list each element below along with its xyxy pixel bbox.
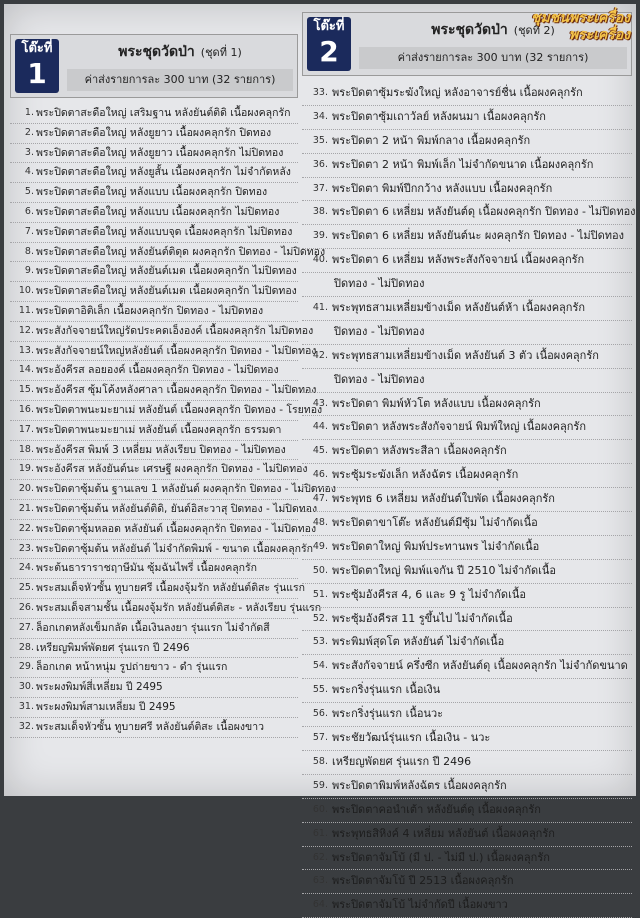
item-text: พระปิดตาสะดือใหญ่ เสริมฐาน หลังยันต์ติดิ เนื้อผงคลุกรัก — [36, 107, 291, 119]
item-text: พระปิดตาสะดือใหญ่ หลังยันต์ติดุด ผงคลุกรัก ปิดทอง - ไม่ปิดทอง — [36, 245, 326, 258]
list-item — [302, 679, 632, 703]
item-text: พระปิดตาซุ้มต้น หลังยันต์ติดิ, ยันต์อิสะวาสุ ปิดทอง - ไม่ปิดทอง — [36, 502, 318, 515]
catalog-page — [4, 4, 636, 912]
table-2-column — [302, 4, 636, 912]
item-number: 55. — [312, 684, 328, 696]
item-number: 18. — [18, 443, 34, 455]
item-number: 33. — [312, 87, 328, 98]
list-item — [302, 225, 632, 249]
list-item — [10, 658, 298, 678]
item-text: พระปิดตา พิมพ์ปีกกว้าง หลังแบบ เนื้อผงคลุกรัก — [332, 181, 553, 195]
list-item — [10, 104, 298, 124]
list-item — [10, 678, 298, 698]
item-text: พระปิดตา 6 เหลี่ยม หลังยันต์นะ ผงคลุกรัก ปิดทอง - ไม่ปิดทอง — [332, 229, 624, 243]
item-number: 41. — [312, 302, 328, 314]
list-item — [302, 631, 632, 655]
item-text: พระปิดตาสะดือใหญ่ หลังยูยาว เนื้อผงคลุกรัก ไม่ปิดทอง — [36, 146, 284, 159]
list-item — [10, 163, 298, 183]
item-text: พระปิดตาพนะมะยาเม่ หลังยันต์ เนื้อผงคลุกรัก ธรรมดา — [36, 423, 282, 436]
table-number: 1 — [27, 57, 47, 90]
list-item — [10, 203, 298, 223]
item-text: เหรียญพัดยศ รุ่นแรก ปี 2496 — [332, 754, 472, 768]
list-item — [10, 381, 317, 401]
item-text: พระผงพิมพ์สี่เหลี่ยม ปี 2495 — [36, 681, 163, 694]
item-text: พระสังกัจจายน์ใหญ่หลังยันต์ เนื้อผงคลุกรัก ปิดทอง - ไม่ปิดทอง — [36, 344, 317, 357]
item-number: 37. — [312, 182, 328, 194]
item-number: 6. — [24, 205, 34, 217]
item-number: 56. — [312, 708, 328, 720]
list-item — [10, 441, 298, 461]
item-text: พระปิดตาสะดือใหญ่ หลังยูยาว เนื้อผงคลุกรัก ปิดทอง — [36, 126, 272, 139]
list-item — [10, 322, 314, 342]
section-price: ค่าส่งรายการละ 300 บาท (32 รายการ) — [67, 69, 293, 91]
list-item — [302, 536, 632, 560]
item-number: 16. — [18, 403, 34, 415]
table-number-box — [307, 17, 351, 71]
item-number: 62. — [312, 851, 328, 863]
watermark-line-2: พระเครื่อง — [568, 27, 630, 43]
item-text: พระกริ่งรุ่นแรก เนื้อเงิน — [332, 683, 441, 697]
item-text: พระปิดตา หลังพระสีลา เนื้อผงคลุกรัก — [332, 444, 507, 458]
item-text: พระปิดตาซุ้มระฆังใหญ่ หลังอาจารย์ชื่น เนื้อผงคลุกรัก — [332, 86, 583, 99]
item-text: พระปิดตา 2 หน้า พิมพ์เล็ก ไม่จำกัดขนาด เนื้อผงคลุกรัก — [332, 157, 594, 171]
item-text: พระปิดตาจัมโบ้ ไม่จำกัดปี เนื้อผงขาว — [332, 898, 508, 912]
list-item — [10, 599, 322, 619]
list-item — [302, 655, 632, 679]
item-text: พระปิดตาซุ้มเถาวัลย์ หลังผนมา เนื้อผงคลุกรัก — [332, 109, 546, 123]
item-text: ปิดทอง - ไม่ปิดทอง — [334, 372, 425, 386]
item-text: พระปิดตาพิมพ์หลังฉัตร เนื้อผงคลุกรัก — [332, 778, 507, 792]
item-number: 57. — [312, 732, 328, 744]
list-item — [10, 183, 298, 203]
item-number: 36. — [312, 158, 328, 170]
item-text: พระอังคีรส พิมพ์ 3 เหลี่ยม หลังเรียบ ปิดทอง - ไม่ปิดทอง — [36, 443, 286, 456]
item-number: 25. — [18, 582, 34, 594]
list-item — [302, 201, 636, 225]
item-number: 21. — [18, 502, 34, 514]
list-item — [10, 223, 298, 243]
table-label: โต๊ะที่ — [313, 19, 345, 34]
item-text: พระปิดตา พิมพ์หัวโต หลังแบบ เนื้อผงคลุกรัก — [332, 396, 541, 410]
list-item — [10, 401, 323, 421]
watermark-logo — [500, 10, 630, 44]
section-price: ค่าส่งรายการละ 300 บาท (32 รายการ) — [359, 47, 627, 69]
list-item — [302, 464, 632, 488]
item-number: 28. — [18, 641, 34, 653]
item-text: พระปิดตาสะดือใหญ่ หลังยันต์เมต เนื้อผงคลุกรัก ไม่ปิดทอง — [36, 285, 297, 298]
item-text: พระปิดตา หลังพระสังกัจจายน์ พิมพ์ใหญ่ เนื้อผงคลุกรัก — [332, 420, 586, 434]
item-number: 63. — [312, 875, 328, 887]
list-item — [302, 249, 632, 273]
item-number: 47. — [312, 493, 328, 505]
item-number: 58. — [312, 755, 328, 767]
list-item — [302, 823, 632, 847]
item-text: พระอังคีรส หลังยันต์นะ เศรษฐี ผงคลุกรัก ปิดทอง - ไม่ปิดทอง — [36, 463, 308, 476]
section-subtitle: (ชุดที่ 2) — [513, 24, 555, 37]
item-text: พระปิดตา 6 เหลี่ยม หลังยันต์ดุ เนื้อผงคลุกรัก ปิดทอง - ไม่ปิดทอง — [332, 205, 636, 219]
list-item — [302, 512, 632, 536]
list-item — [10, 282, 298, 302]
item-text: พระปิดตาจัมโบ้ ปี 2513 เนื้อผงคลุกรัก — [332, 874, 514, 888]
item-number: 19. — [18, 463, 34, 475]
list-item — [10, 559, 298, 579]
item-text: พระปิดตาขาโต๊ะ หลังยันต์มีซุ้ม ไม่จำกัดเนื้อ — [332, 516, 538, 530]
item-text: พระซุ้มอังคีรส 11 รูขึ้นไป ไม่จำกัดเนื้อ — [332, 611, 513, 625]
section-title-text: พระชุดวัดป่า — [118, 44, 195, 60]
item-number: 38. — [312, 206, 328, 218]
item-number: 31. — [18, 700, 34, 712]
item-number: 17. — [18, 423, 34, 435]
item-number: 12. — [18, 324, 34, 336]
item-number: 52. — [312, 612, 328, 624]
list-item — [302, 775, 632, 799]
item-number: 32. — [18, 720, 34, 732]
list-item — [302, 106, 632, 130]
item-number: 48. — [312, 517, 328, 529]
item-number: 53. — [312, 636, 328, 648]
list-item-continuation — [302, 321, 632, 345]
list-item — [302, 584, 632, 608]
item-number: 5. — [24, 186, 34, 198]
item-number: 15. — [18, 384, 34, 396]
list-item — [10, 460, 308, 480]
item-number: 51. — [312, 588, 328, 600]
list-item — [10, 144, 298, 164]
item-number: 39. — [312, 230, 328, 242]
item-text: พระปิดตาพนะมะยาเม่ หลังยันต์ เนื้อผงคลุกรัก ปิดทอง - โรยทอง — [36, 403, 323, 416]
list-item — [302, 870, 632, 894]
item-number: 40. — [312, 254, 328, 266]
list-item — [302, 82, 632, 106]
item-number: 35. — [312, 134, 328, 146]
item-text: พระปิดตาคอนำเต้า หลังยันต์ดุ เนื้อผงคลุกรัก — [332, 802, 541, 816]
item-text: พระพุทธสามเหลี่ยมข้างเม็ด หลังยันต์ห้า เนื้อผงคลุกรัก — [332, 301, 586, 315]
item-text: พระพุทธ 6 เหลี่ยม หลังยันต์ใบพัด เนื้อผงคลุกรัก — [332, 492, 555, 506]
item-number: 45. — [312, 445, 328, 457]
list-item — [302, 608, 632, 632]
list-item — [10, 520, 317, 540]
item-number: 61. — [312, 827, 328, 839]
item-text: พระปิดตา 2 หน้า พิมพ์กลาง เนื้อผงคลุกรัก — [332, 133, 531, 147]
item-text: พระอังคีรส ซุ้มโค้งหลังศาลา เนื้อผงคลุกรัก ปิดทอง - ไม่ปิดทอง — [36, 384, 317, 397]
item-text: เหรียญพิมพ์พัดยศ รุ่นแรก ปี 2496 — [36, 641, 190, 654]
item-text: พระปิดตาสะดือใหญ่ หลังยันต์เมต เนื้อผงคลุกรัก ไม่ปิดทอง — [36, 265, 297, 278]
item-number: 44. — [312, 421, 328, 433]
list-item — [302, 751, 632, 775]
list-item — [10, 718, 298, 738]
item-number: 2. — [24, 126, 34, 138]
list-item — [302, 393, 632, 417]
table-1-header — [10, 34, 298, 98]
list-item — [10, 342, 317, 362]
item-number: 59. — [312, 779, 328, 791]
item-text: พระอังคีรส ลอยองค์ เนื้อผงคลุกรัก ปิดทอง - ไม่ปิดทอง — [36, 364, 279, 377]
item-number: 1. — [24, 107, 34, 118]
list-item — [302, 416, 632, 440]
item-text: พระปิดตาสะดือใหญ่ หลังแบบ เนื้อผงคลุกรัก ปิดทอง — [36, 186, 268, 199]
item-number: 49. — [312, 540, 328, 552]
list-item — [302, 178, 632, 202]
list-item — [302, 297, 632, 321]
item-text: พระปิดตาซุ้มต้น หลังยันต์ ไม่จำกัดพิมพ์ - ขนาด เนื้อผงคลุกรัก — [36, 542, 313, 555]
item-number: 50. — [312, 564, 328, 576]
item-text: พระปิดตาสะดือใหญ่ หลังแบบจุด เนื้อผงคลุกรัก ไม่ปิดทอง — [36, 225, 293, 238]
item-text: พระปิดตาสะดือใหญ่ หลังยูสั้น เนื้อผงคลุกรัก ไม่จำกัดหลัง — [36, 166, 291, 179]
item-text: พระชัยวัฒน์รุ่นแรก เนื้อเงิน - นวะ — [332, 731, 491, 745]
list-item — [302, 488, 632, 512]
item-text: พระซุ้มอังคีรส 4, 6 และ 9 รู ไม่จำกัดเนื้อ — [332, 587, 526, 601]
item-number: 54. — [312, 660, 328, 672]
item-number: 42. — [312, 349, 328, 361]
item-text: พระปิดตาซุ้มหลอด หลังยันต์ เนื้อผงคลุกรัก ปิดทอง - ไม่ปิดทอง — [36, 522, 317, 535]
table-2-item-list — [302, 82, 636, 918]
item-number: 60. — [312, 803, 328, 815]
item-text: ปิดทอง - ไม่ปิดทอง — [334, 324, 425, 338]
item-text: พระสมเด็จหัวซั้น ทูบายศรี หลังยันต์ติสะ เนื้อผงขาว — [36, 720, 264, 733]
item-text: พระกริ่งรุ่นแรก เนื้อนวะ — [332, 707, 444, 721]
list-item — [10, 540, 313, 560]
item-text: พระปิดตาอิติเล็ก เนื้อผงคลุกรัก ปิดทอง - ไม่ปิดทอง — [36, 304, 264, 317]
list-item — [302, 345, 632, 369]
list-item — [302, 727, 632, 751]
list-item — [302, 703, 632, 727]
section-title-text: พระชุดวัดป่า — [431, 22, 508, 38]
watermark-line-1: ชุมชนพระเครื่อง — [531, 10, 630, 26]
list-item — [10, 579, 306, 599]
item-number: 27. — [18, 621, 34, 633]
section-title — [67, 39, 293, 65]
item-text: พระสังกัจจายน์ ครึ่งซีก หลังยันต์ดุ เนื้อผงคลุกรัก ไม่จำกัดขนาด — [332, 659, 628, 673]
list-item — [10, 302, 298, 322]
item-text: พระต้นธาราราชฤาษีมัน ซุ้มฉันไพรี่ เนื้อผงคลุกรัก — [36, 562, 258, 575]
item-text: พระพุทธสิหิงค์ 4 เหลี่ยม หลังยันต์ เนื้อผงคลุกรัก — [332, 826, 555, 840]
item-number: 3. — [24, 146, 34, 158]
item-number: 11. — [18, 304, 34, 316]
table-number: 2 — [319, 35, 339, 68]
item-number: 34. — [312, 110, 328, 122]
list-item — [302, 799, 632, 823]
item-number: 4. — [24, 166, 34, 178]
item-text: พระปิดตาสะดือใหญ่ หลังแบบ เนื้อผงคลุกรัก ไม่ปิดทอง — [36, 205, 280, 218]
list-item — [302, 894, 632, 918]
list-item — [10, 500, 318, 520]
item-number: 13. — [18, 344, 34, 356]
item-number: 10. — [18, 285, 34, 297]
list-item-continuation — [302, 273, 632, 297]
item-number: 22. — [18, 522, 34, 534]
item-number: 30. — [18, 681, 34, 693]
item-text: พระซุ้มระฆังเล็ก หลังฉัตร เนื้อผงคลุกรัก — [332, 468, 519, 482]
list-item — [302, 560, 632, 584]
item-number: 9. — [24, 265, 34, 277]
item-number: 26. — [18, 601, 34, 613]
table-number-box — [15, 39, 59, 93]
item-number: 24. — [18, 562, 34, 574]
item-text: พระปิดตาใหญ่ พิมพ์แจกัน ปี 2510 ไม่จำกัดเนื้อ — [332, 563, 557, 577]
item-text: พระปิดตาจัมโบ้ (มี ป. - ไม่มี ป.) เนื้อผงคลุกรัก — [332, 850, 550, 864]
list-item — [302, 440, 632, 464]
list-item — [10, 639, 298, 659]
list-item — [302, 130, 632, 154]
item-number: 46. — [312, 469, 328, 481]
item-number: 20. — [18, 483, 34, 495]
item-text: พระปิดตาใหญ่ พิมพ์ประทานพร ไม่จำกัดเนื้อ — [332, 539, 540, 553]
item-number: 14. — [18, 364, 34, 376]
list-item — [10, 619, 298, 639]
item-text: พระพิมพ์สุดโต หลังยันต์ ไม่จำกัดเนื้อ — [332, 635, 505, 649]
list-item — [10, 361, 298, 381]
item-number: 43. — [312, 397, 328, 409]
list-item — [10, 421, 298, 441]
item-text: พระสมเด็จสามชั้น เนื้อผงจุ้มรัก หลังยันต์ติสะ - หลังเรียบ รุ่นแรก — [36, 601, 322, 614]
item-text: พระปิดตา 6 เหลี่ยม หลังพระสังกัจจายน์ เนื้อผงคลุกรัก — [332, 253, 585, 267]
table-label: โต๊ะที่ — [21, 41, 53, 56]
item-number: 8. — [24, 245, 34, 257]
list-item — [10, 124, 298, 144]
item-text: พระสมเด็จหัวซั้น ทูบายศรี เนื้อผงจุ้มรัก หลังยันต์ติสะ รุ่นแรก — [36, 582, 306, 595]
list-item — [302, 847, 632, 871]
item-text: ล็อกเกต หน้าหนุ่ม รูปถ่ายขาว - ดำ รุ่นแรก — [36, 661, 228, 674]
item-text: ล็อกเกตหลังเข็มกลัด เนื้อเงินลงยา รุ่นแรก ไม่จำกัดสี — [36, 621, 270, 634]
item-text: พระสังกัจจายน์ใหญ่รัดประคดเอ็งองค์ เนื้อผงคลุกรัก ไม่ปิดทอง — [36, 324, 314, 337]
item-text: พระผงพิมพ์สามเหลี่ยม ปี 2495 — [36, 700, 176, 713]
list-item — [302, 154, 632, 178]
list-item-continuation — [302, 369, 632, 393]
list-item — [10, 698, 298, 718]
item-number: 7. — [24, 225, 34, 237]
item-number: 64. — [312, 899, 328, 911]
item-text: พระพุทธสามเหลี่ยมข้างเม็ด หลังยันต์ 3 ตัว เนื้อผงคลุกรัก — [332, 348, 599, 362]
item-number: 23. — [18, 542, 34, 554]
item-number: 29. — [18, 661, 34, 673]
list-item — [10, 262, 298, 282]
item-text: ปิดทอง - ไม่ปิดทอง — [334, 277, 425, 291]
item-text: พระปิดตาซุ้มต้น ฐานเลข 1 หลังยันต์ ผงคลุกรัก ปิดทอง - ไม่ปิดทอง — [36, 483, 336, 496]
section-subtitle: (ชุดที่ 1) — [200, 46, 242, 59]
